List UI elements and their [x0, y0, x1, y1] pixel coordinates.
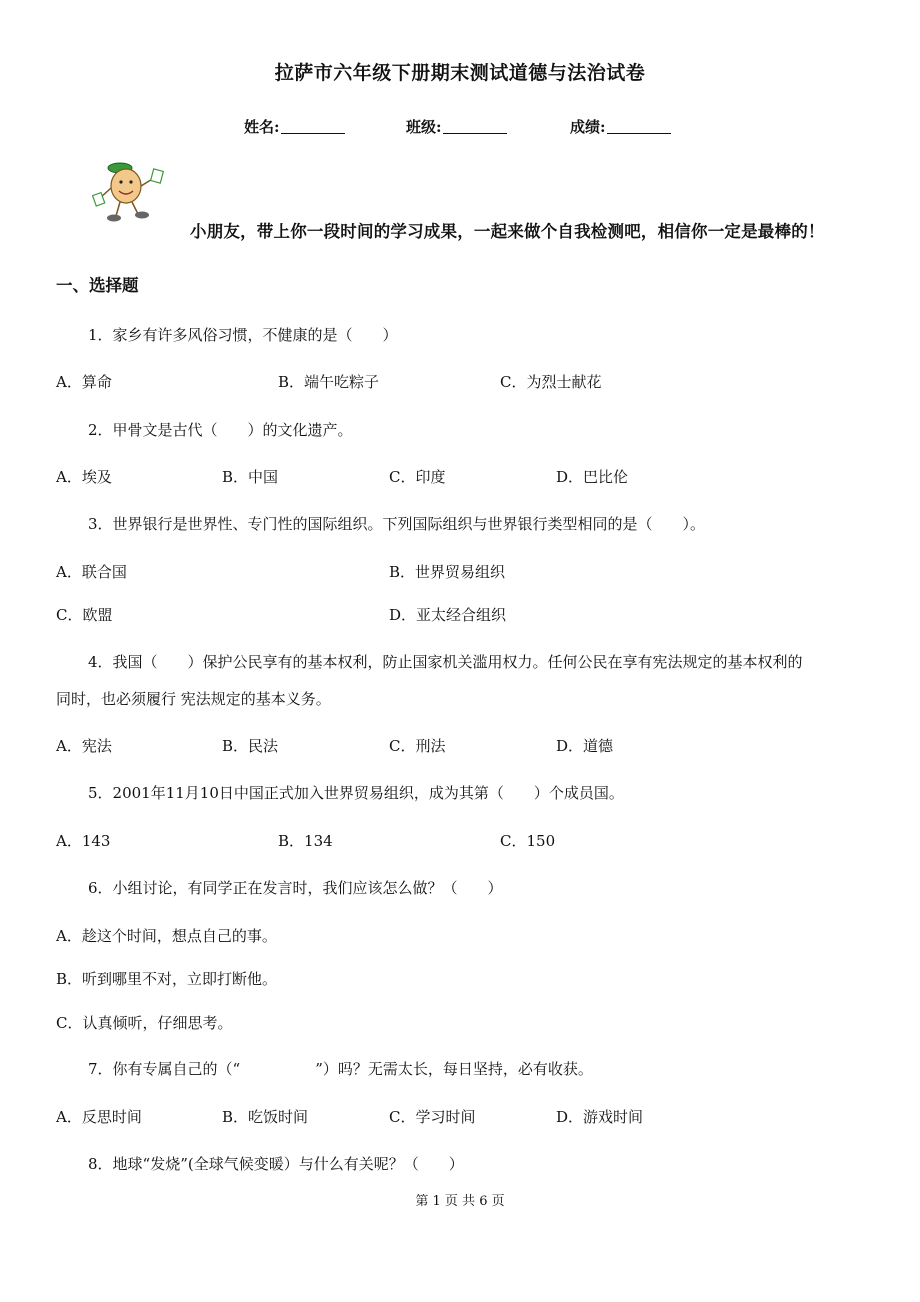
class-blank[interactable]: [443, 119, 507, 134]
question-stem: 2．甲骨文是古代（ ）的文化遗产。: [88, 421, 353, 439]
question-stem: 1．家乡有许多风俗习惯，不健康的是（ ）: [88, 326, 398, 344]
option-b[interactable]: B．听到哪里不对，立即打断他。: [56, 970, 278, 988]
question-stem: 3．世界银行是世界性、专门性的国际组织。下列国际组织与世界银行类型相同的是（ ）。: [88, 515, 706, 533]
option-c[interactable]: C．为烈士献花: [500, 373, 602, 391]
question-stem: 7．你有专属自己的（“ ”）吗？无需太长，每日坚持，必有收获。: [88, 1060, 593, 1078]
option-d[interactable]: D．巴比伦: [556, 468, 629, 486]
option-c[interactable]: C．150: [500, 832, 556, 850]
name-field[interactable]: [244, 116, 345, 137]
class-label: 班级:: [406, 118, 442, 136]
option-d[interactable]: D．道德: [556, 737, 614, 755]
page-footer: 第 1 页 共 6 页: [415, 1194, 505, 1209]
option-a[interactable]: A．算命: [56, 373, 112, 391]
class-field[interactable]: [406, 116, 507, 137]
option-b[interactable]: B．中国: [222, 468, 279, 486]
option-d[interactable]: D．亚太经合组织: [389, 606, 507, 624]
score-blank[interactable]: [607, 119, 671, 134]
option-c[interactable]: C．刑法: [389, 737, 446, 755]
page-title: 拉萨市六年级下册期末测试道德与法治试卷: [274, 62, 646, 84]
section-heading: 一、选择题: [56, 276, 139, 295]
option-d[interactable]: D．游戏时间: [556, 1108, 644, 1126]
score-field[interactable]: [570, 116, 671, 137]
score-label: 成绩:: [570, 118, 606, 136]
option-a[interactable]: A．联合国: [56, 563, 127, 581]
option-a[interactable]: A．宪法: [56, 737, 112, 755]
slogan-text: 小朋友，带上你一段时间的学习成果，一起来做个自我检测吧，相信你一定是最棒的！: [190, 222, 825, 241]
option-c[interactable]: C．学习时间: [389, 1108, 476, 1126]
option-c[interactable]: C．欧盟: [56, 606, 113, 624]
option-b[interactable]: B．民法: [222, 737, 279, 755]
option-c[interactable]: C．印度: [389, 468, 446, 486]
question-stem: 4．我国（ ）保护公民享有的基本权利，防止国家机关滥用权力。任何公民在享有宪法规定的基本权利的: [88, 653, 803, 671]
question-stem: 8．地球“发烧”(全球气候变暖）与什么有关呢？（ ）: [88, 1155, 464, 1173]
name-blank[interactable]: [281, 119, 345, 134]
name-label: 姓名:: [244, 118, 280, 136]
option-b[interactable]: B．134: [278, 832, 333, 850]
mascot-icon: [92, 158, 168, 224]
option-c[interactable]: C．认真倾听，仔细思考。: [56, 1014, 233, 1032]
option-b[interactable]: B．世界贸易组织: [389, 563, 506, 581]
option-a[interactable]: A．反思时间: [56, 1108, 142, 1126]
question-stem-continued: 同时，也必须履行 宪法规定的基本义务。: [56, 690, 331, 708]
question-stem: 6．小组讨论，有同学正在发言时，我们应该怎么做？（ ）: [88, 879, 503, 897]
option-b[interactable]: B．吃饭时间: [222, 1108, 309, 1126]
option-b[interactable]: B．端午吃粽子: [278, 373, 380, 391]
option-a[interactable]: A．埃及: [56, 468, 112, 486]
option-a[interactable]: A．趁这个时间，想点自己的事。: [56, 927, 277, 945]
option-a[interactable]: A．143: [56, 832, 111, 850]
question-stem: 5．2001年11月10日中国正式加入世界贸易组织，成为其第（ ）个成员国。: [88, 784, 624, 802]
